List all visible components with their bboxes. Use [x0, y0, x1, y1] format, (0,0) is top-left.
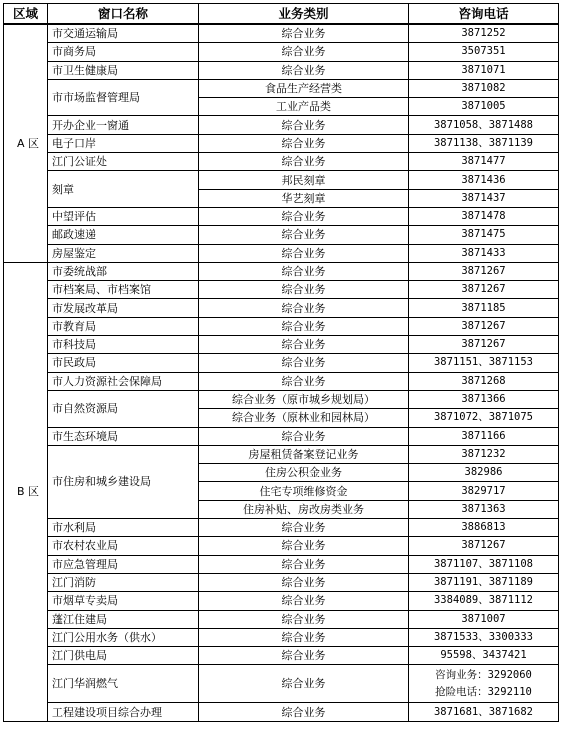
table-row — [4, 647, 559, 665]
phone-number: 382986 — [409, 464, 559, 482]
business-type: 综合业务 — [199, 336, 409, 354]
window-name: 市生态环境局 — [48, 427, 199, 445]
window-name: 中望评估 — [48, 207, 199, 225]
phone-number: 3871267 — [409, 281, 559, 299]
header-area: 区域 — [4, 4, 48, 25]
table-body — [4, 24, 559, 721]
business-type: 综合业务 — [199, 299, 409, 317]
area-label: B 区 — [4, 262, 48, 721]
table-row — [4, 171, 559, 189]
table-row — [4, 665, 559, 703]
window-name: 江门供电局 — [48, 647, 199, 665]
phone-number: 3871478 — [409, 207, 559, 225]
business-type: 综合业务 — [199, 43, 409, 61]
table-row — [4, 317, 559, 335]
business-type: 综合业务 — [199, 24, 409, 43]
window-name: 市科技局 — [48, 336, 199, 354]
phone-number: 3871185 — [409, 299, 559, 317]
phone-number: 3871252 — [409, 24, 559, 43]
header-row — [4, 4, 559, 25]
phone-number: 3871005 — [409, 98, 559, 116]
table-row — [4, 519, 559, 537]
window-name: 市自然资源局 — [48, 390, 199, 427]
table-row — [4, 244, 559, 262]
phone-number: 3507351 — [409, 43, 559, 61]
business-type: 邦民刻章 — [199, 171, 409, 189]
phone-number: 3871267 — [409, 262, 559, 280]
table-row — [4, 299, 559, 317]
phone-number: 3871007 — [409, 610, 559, 628]
business-type: 综合业务 — [199, 519, 409, 537]
table-row — [4, 354, 559, 372]
table-row — [4, 372, 559, 390]
phone-number: 3871166 — [409, 427, 559, 445]
window-name: 市商务局 — [48, 43, 199, 61]
business-type: 综合业务 — [199, 537, 409, 555]
table-row — [4, 628, 559, 646]
business-type: 房屋租赁备案登记业务 — [199, 445, 409, 463]
phone-number — [409, 665, 559, 703]
phone-number: 3871533、3300333 — [409, 628, 559, 646]
window-name: 市农村农业局 — [48, 537, 199, 555]
business-type: 综合业务 — [199, 610, 409, 628]
window-name: 市教育局 — [48, 317, 199, 335]
phone-number: 3871437 — [409, 189, 559, 207]
phone-number: 3871071 — [409, 61, 559, 79]
window-name: 市卫生健康局 — [48, 61, 199, 79]
business-type: 综合业务 — [199, 555, 409, 573]
window-name: 工程建设项目综合办理 — [48, 703, 199, 721]
table-row — [4, 537, 559, 555]
table-row — [4, 390, 559, 408]
phone-number: 3829717 — [409, 482, 559, 500]
window-name: 刻章 — [48, 171, 199, 208]
header-tel: 咨询电话 — [409, 4, 559, 25]
phone-number: 3384089、3871112 — [409, 592, 559, 610]
table-row — [4, 281, 559, 299]
window-name: 市应急管理局 — [48, 555, 199, 573]
business-type: 综合业务 — [199, 628, 409, 646]
table-row — [4, 336, 559, 354]
phone-number: 3871363 — [409, 500, 559, 518]
window-name: 市档案局、市档案馆 — [48, 281, 199, 299]
phone-number: 95598、3437421 — [409, 647, 559, 665]
business-type: 综合业务 — [199, 116, 409, 134]
business-type: 综合业务 — [199, 665, 409, 703]
business-type: 综合业务 — [199, 281, 409, 299]
phone-number: 3871138、3871139 — [409, 134, 559, 152]
table-row — [4, 427, 559, 445]
phone-number: 3871433 — [409, 244, 559, 262]
window-name: 蓬江住建局 — [48, 610, 199, 628]
table-row — [4, 207, 559, 225]
phone-number: 3871436 — [409, 171, 559, 189]
business-type: 综合业务 — [199, 317, 409, 335]
window-name: 开办企业一窗通 — [48, 116, 199, 134]
phone-number: 3871191、3871189 — [409, 573, 559, 591]
phone-number: 3871268 — [409, 372, 559, 390]
service-window-table — [3, 3, 559, 722]
window-name: 江门华润燃气 — [48, 665, 199, 703]
phone-number: 3871681、3871682 — [409, 703, 559, 721]
window-name: 市烟草专卖局 — [48, 592, 199, 610]
table-row — [4, 703, 559, 721]
window-name: 市委统战部 — [48, 262, 199, 280]
window-name: 邮政速递 — [48, 226, 199, 244]
table-row — [4, 24, 559, 43]
table-row — [4, 134, 559, 152]
phone-number: 3871267 — [409, 537, 559, 555]
business-type: 综合业务 — [199, 134, 409, 152]
business-type: 工业产品类 — [199, 98, 409, 116]
business-type: 综合业务 — [199, 354, 409, 372]
phone-number: 3871058、3871488 — [409, 116, 559, 134]
business-type: 综合业务 — [199, 427, 409, 445]
phone-number: 3871475 — [409, 226, 559, 244]
window-name: 市人力资源社会保障局 — [48, 372, 199, 390]
table-row — [4, 592, 559, 610]
business-type: 综合业务 — [199, 153, 409, 171]
phone-number: 3871151、3871153 — [409, 354, 559, 372]
window-name: 市市场监督管理局 — [48, 79, 199, 116]
window-name: 市交通运输局 — [48, 24, 199, 43]
window-name: 电子口岸 — [48, 134, 199, 152]
phone-number: 3871267 — [409, 317, 559, 335]
table-row — [4, 262, 559, 280]
table-row — [4, 555, 559, 573]
business-type: 综合业务 — [199, 226, 409, 244]
phone-number: 3871267 — [409, 336, 559, 354]
business-type: 住房补贴、房改房类业务 — [199, 500, 409, 518]
table-row — [4, 573, 559, 591]
header-type: 业务类别 — [199, 4, 409, 25]
phone-number: 3886813 — [409, 519, 559, 537]
business-type: 综合业务 — [199, 244, 409, 262]
table-row — [4, 61, 559, 79]
window-name: 江门公证处 — [48, 153, 199, 171]
table-row — [4, 226, 559, 244]
window-name: 市住房和城乡建设局 — [48, 445, 199, 518]
table-row — [4, 43, 559, 61]
phone-number: 3871107、3871108 — [409, 555, 559, 573]
business-type: 综合业务 — [199, 592, 409, 610]
phone-number: 3871072、3871075 — [409, 409, 559, 427]
table-row — [4, 116, 559, 134]
window-name: 市水利局 — [48, 519, 199, 537]
window-name: 房屋鉴定 — [48, 244, 199, 262]
business-type: 综合业务（原市城乡规划局） — [199, 390, 409, 408]
window-name: 市发展改革局 — [48, 299, 199, 317]
business-type: 住宅专项维修资金 — [199, 482, 409, 500]
business-type: 华艺刻章 — [199, 189, 409, 207]
table-row — [4, 610, 559, 628]
business-type: 综合业务 — [199, 61, 409, 79]
phone-number: 3871477 — [409, 153, 559, 171]
business-type: 食品生产经营类 — [199, 79, 409, 97]
table-row — [4, 445, 559, 463]
phone-number: 3871082 — [409, 79, 559, 97]
business-type: 综合业务（原林业和园林局） — [199, 409, 409, 427]
phone-line: 咨询业务：3292060 — [435, 668, 532, 681]
area-label: A 区 — [4, 24, 48, 262]
business-type: 住房公积金业务 — [199, 464, 409, 482]
business-type: 综合业务 — [199, 647, 409, 665]
phone-number: 3871366 — [409, 390, 559, 408]
table-row — [4, 153, 559, 171]
window-name: 江门公用水务（供水） — [48, 628, 199, 646]
phone-number: 3871232 — [409, 445, 559, 463]
business-type: 综合业务 — [199, 207, 409, 225]
phone-line: 抢险电话：3292110 — [435, 685, 532, 698]
table-row — [4, 79, 559, 97]
header-window: 窗口名称 — [48, 4, 199, 25]
business-type: 综合业务 — [199, 262, 409, 280]
window-name: 江门消防 — [48, 573, 199, 591]
business-type: 综合业务 — [199, 372, 409, 390]
window-name: 市民政局 — [48, 354, 199, 372]
business-type: 综合业务 — [199, 573, 409, 591]
business-type: 综合业务 — [199, 703, 409, 721]
